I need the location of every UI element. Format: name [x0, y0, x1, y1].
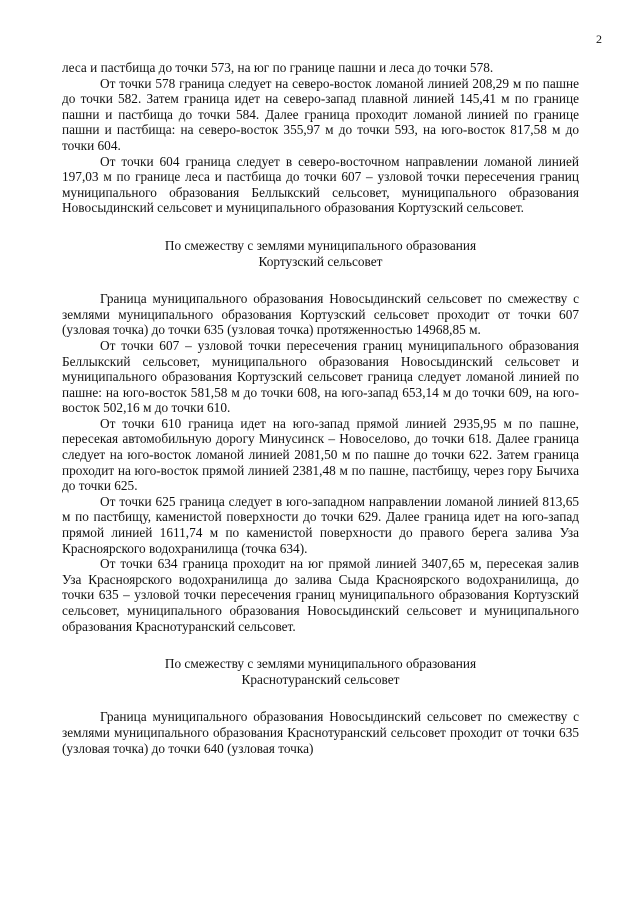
document-body	[62, 60, 579, 756]
paragraph: От точки 610 граница идет на юго-запад прямой линией 2935,95 м по пашне, пересекая автомобильную дорогу Минусинск – Новоселово, до точки 618. Далее граница следует на юго-восток ломаной линией 2081,50 м по пашне до точки 622. Затем граница проходит на юго-восток прямой линией 2381,48 м по пашне, пастбищу, через гору Бычиха до точки 625.	[62, 415, 579, 494]
section-spacer	[62, 687, 579, 709]
paragraph: От точки 578 граница следует на северо-восток ломаной линией 208,29 м по пашне до точки 582. Затем граница идет на северо-запад плавной линией 145,41 м по границе пашни и пастбища до точки 584. Далее граница проходит ломаной линией по границе пашни и пастбища: на северо-восток 355,97 м до точки 593, на юго-восток 817,58 м до точки 604.	[62, 75, 579, 153]
section-spacer	[62, 216, 579, 238]
paragraph: Граница муниципального образования Новосыдинский сельсовет по смежеству с землями муниципального образования Краснотуранский сельсовет проходит от точки 635 (узловая точка) до точки 640 (узловая точка)	[62, 709, 579, 756]
paragraph: От точки 625 граница следует в юго-западном направлении ломаной линией 813,65 м по пастбищу, каменистой поверхности до точки 629. Далее граница идет на юго-запад прямой линией 1611,74 м по каменистой поверхности до правого берега залива Уза Красноярского водохранилища (точка 634).	[62, 493, 579, 556]
section-spacer	[62, 634, 579, 656]
section-spacer	[62, 269, 579, 291]
paragraph: От точки 604 граница следует в северо-восточном направлении ломаной линией 197,03 м по границе леса и пастбища до точки 607 – узловой точки пересечения границ муниципального образования Беллыкский сельсовет, муниципального образования Новосыдинский сельсовет и муниципального образования Кортузский сельсовет.	[62, 153, 579, 216]
paragraph: От точки 634 граница проходит на юг прямой линией 3407,65 м, пересекая залив Уза Красноярского водохранилища до залива Сыда Красноярского водохранилища, до точки 635 – узловой точки пересечения границ муниципального образования Кортузский сельсовет, муниципального образования Новосыдинский сельсовет и муниципального образования Краснотуранский сельсовет.	[62, 556, 579, 634]
section-heading-line: По смежеству с землями муниципального образования	[164, 656, 477, 672]
paragraph: От точки 607 – узловой точки пересечения границ муниципального образования Беллыкский сельсовет, муниципального образования Новосыдинский сельсовет и муниципального образования Кортузский сельсовет граница следует ломаной линией по пашне: на юго-восток 581,58 м до точки 608, на юго-запад 653,14 м до точки 609, на юго-восток 502,16 м до точки 610.	[62, 337, 579, 416]
section-heading-line: Краснотуранский сельсовет	[241, 671, 400, 687]
section-heading-line: По смежеству с землями муниципального образования	[164, 237, 477, 253]
section-heading-line: Кортузский сельсовет	[258, 253, 383, 269]
paragraph: леса и пастбища до точки 573, на юг по границе пашни и леса до точки 578.	[62, 60, 494, 75]
page-number: 2	[596, 32, 602, 46]
paragraph: Граница муниципального образования Новосыдинский сельсовет по смежеству с землями муниципального образования Кортузский сельсовет проходит от точки 607 (узловая точка) до точки 635 (узловая точка) протяженностью 14968,85 м.	[62, 291, 579, 338]
